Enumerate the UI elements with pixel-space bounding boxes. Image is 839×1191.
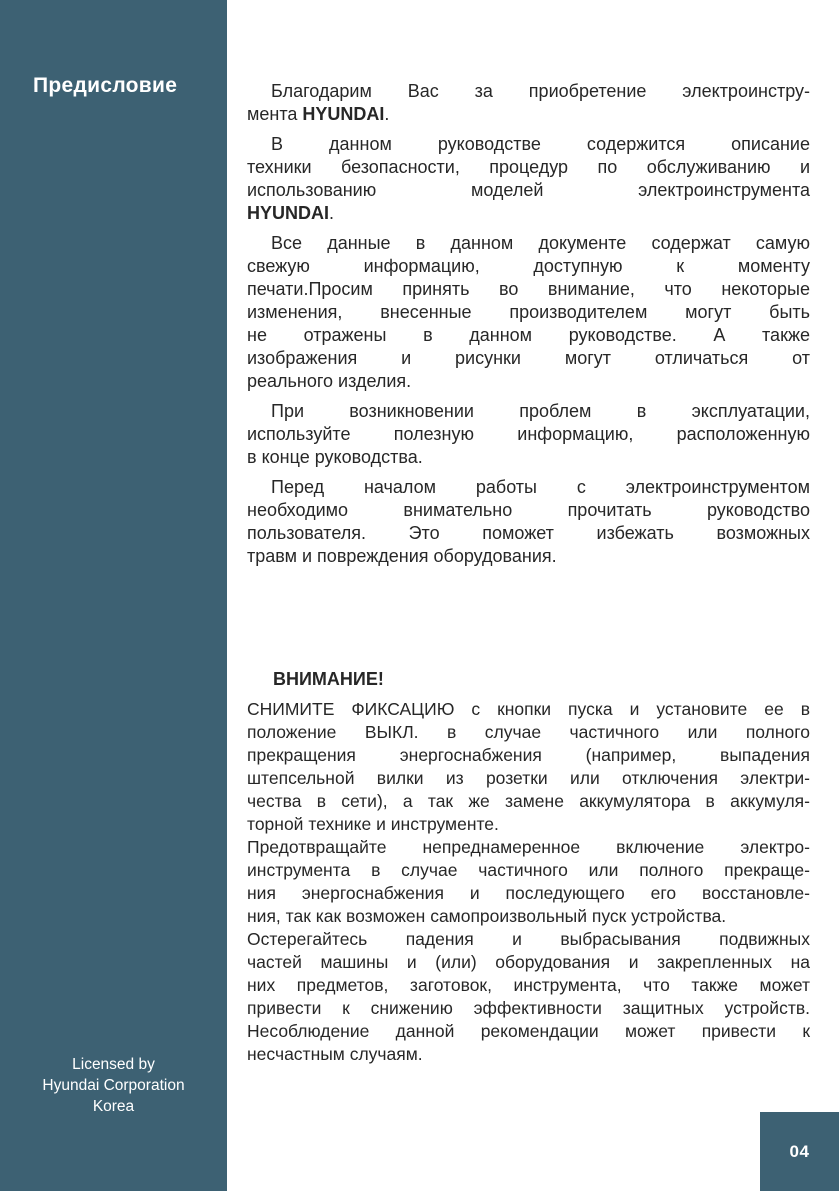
text-line: травм и повреждения оборудования. (247, 546, 557, 566)
text-line: инструмента в случае частичного или полного прекраще- (247, 860, 810, 880)
text-line: свежую информацию, доступную к моменту (247, 256, 810, 276)
text-line: техники безопасности, процедур по обслуживанию и (247, 157, 810, 177)
text-line: реального изделия. (247, 371, 412, 391)
paragraph (247, 928, 810, 1066)
text-line: них предметов, заготовок, инструмента, что также может (247, 975, 810, 995)
text-line: Перед началом работы с электроинструментом (271, 477, 810, 497)
text-line: изменения, внесенные производителем могут быть (247, 302, 810, 322)
page-number: 04 (789, 1141, 810, 1161)
license-note (0, 1054, 227, 1117)
text-line: ния энергоснабжения и последующего его восстановле- (247, 883, 810, 903)
warning-text-block (247, 698, 810, 1066)
text-line: Благодарим Вас за приобретение электроинстру- (271, 81, 810, 101)
paragraph (247, 400, 810, 469)
text-line: положение ВЫКЛ. в случае частичного или полного (247, 722, 810, 742)
paragraph (247, 232, 810, 393)
text-line: изображения и рисунки могут отличаться от (247, 348, 810, 368)
text-line: При возникновении проблем в эксплуатации, (271, 401, 810, 421)
preface-text-block (247, 80, 810, 575)
text-line: в конце руководства. (247, 447, 423, 467)
text-line: Остерегайтесь падения и выбрасывания подвижных (247, 929, 810, 949)
text-line: используйте полезную информацию, расположенную (247, 424, 810, 444)
text-line: торной технике и инструменте. (247, 814, 499, 834)
text-line: не отражены в данном руководстве. А также (247, 325, 810, 345)
text-line: печати.Просим принять во внимание, что некоторые (247, 279, 810, 299)
text-line: HYUNDAI. (247, 203, 335, 223)
text-line: привести к снижению эффективности защитных устройств. (247, 998, 810, 1018)
page-title: Предисловие (33, 74, 178, 97)
text-line: необходимо внимательно прочитать руководство (247, 500, 810, 520)
paragraph (247, 836, 810, 928)
license-line: Korea (92, 1098, 135, 1115)
paragraph (247, 80, 810, 126)
text-line: ния, так как возможен самопроизвольный пуск устройства. (247, 906, 727, 926)
text-line: частей машины и (или) оборудования и закрепленных на (247, 952, 810, 972)
page-number-badge (760, 1112, 839, 1191)
text-line: Все данные в данном документе содержат самую (271, 233, 810, 253)
text-line: пользователя. Это поможет избежать возможных (247, 523, 810, 543)
text-line: СНИМИТЕ ФИКСАЦИЮ с кнопки пуска и установите ее в (247, 699, 810, 719)
text-line: чества в сети), а так же замене аккумулятора в аккумуля- (247, 791, 810, 811)
text-line: В данном руководстве содержится описание (271, 134, 810, 154)
text-line: использованию моделей электроинструмента (247, 180, 810, 200)
text-line: несчастным случаям. (247, 1044, 423, 1064)
text-line: штепсельной вилки из розетки или отключения электри- (247, 768, 810, 788)
sidebar-panel (0, 0, 227, 1191)
text-line: Предотвращайте непреднамеренное включение электро- (247, 837, 810, 857)
text-line: мента HYUNDAI. (247, 104, 390, 124)
license-line: Licensed by (72, 1056, 155, 1073)
warning-heading: ВНИМАНИЕ! (273, 669, 384, 689)
paragraph (247, 133, 810, 225)
license-line: Hyundai Corporation (42, 1077, 185, 1094)
text-line: прекращения энергоснабжения (например, выпадения (247, 745, 810, 765)
warning-section (247, 668, 810, 1066)
paragraph (247, 476, 810, 568)
text-line: Несоблюдение данной рекомендации может привести к (247, 1021, 810, 1041)
paragraph (247, 698, 810, 836)
